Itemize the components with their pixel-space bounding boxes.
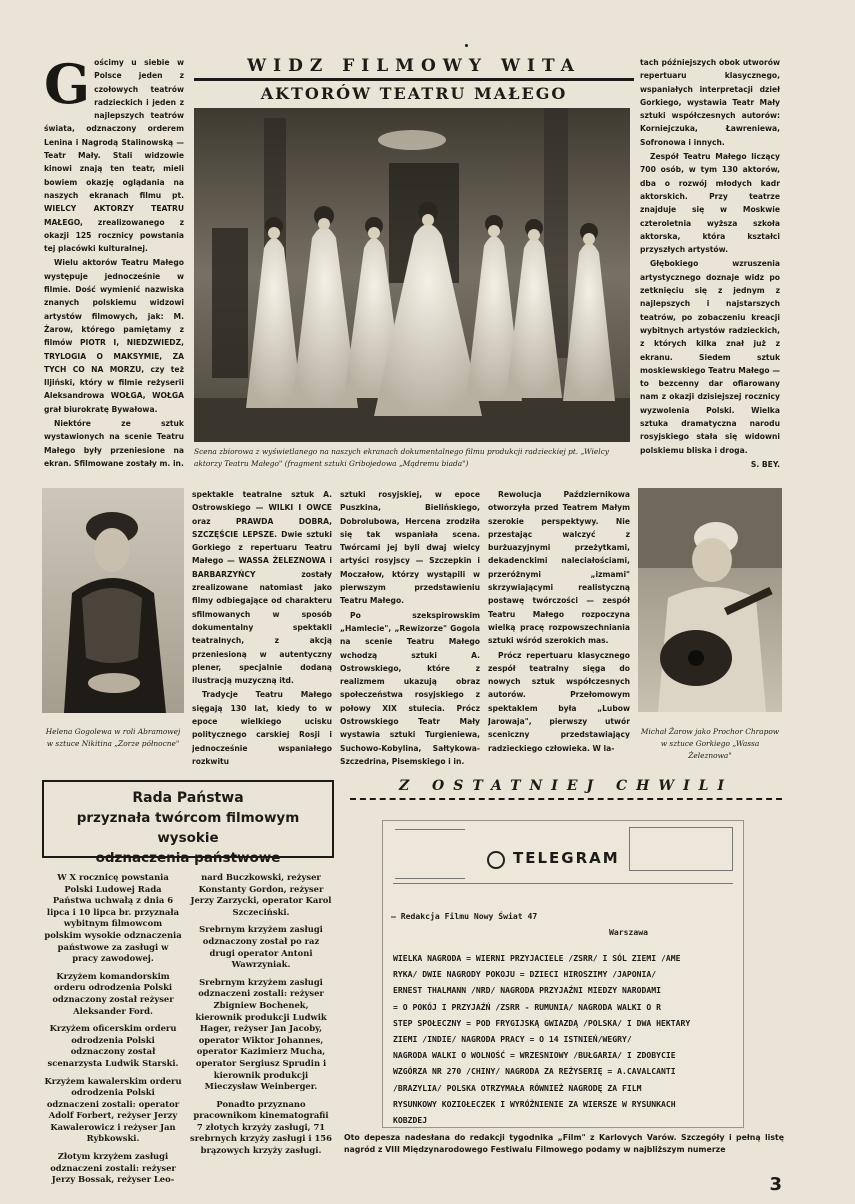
telegram-line-1: WIELKA NAGRODA = WIERNI PRZYJACIELE /ZSRR/ I SÓL ZIEMI /AME [393, 953, 681, 963]
mid3-paragraph-1: Rewolucja Październikowa otworzyła przed Teatrem Małym szerokie perspektywy. Nie przestając walczyć z burżuazyjnymi przeżytkami, dekadenckimi naleciałościami, przeróżnymi „izmami" skrzywiającymi realistyczną postawę twórczości — zespół Teatru Małego rozpoczyna wielką pracę rozpowszechniania sztuki wśród szerokich mas. [488, 490, 630, 646]
last-minute-rule [350, 798, 782, 800]
telegram-header-box-right [629, 827, 733, 871]
left-portrait-caption: Helena Gogolewa w roli Abramowej w sztuce Nikitina „Zorze północne" [45, 727, 181, 748]
mid1-paragraph-1: spektakle teatralne sztuk A. Ostrowskiego — WILKI I OWCE oraz PRAWDA DOBRA, SZCZĘŚCIE LEPSZE. Dwie sztuki Gorkiego z repertuaru Teatru Małego — WASSA ŻELEZNOWA i BARBARZYŃCY zostały zrealizowane natomiast jako filmy odbiegające od charakteru sfilmowanych w sposób dokumentalny spektakli teatralnych, z akcją przeniesioną w autentyczny plener, specjalnie dodaną ilustracją muzyczną itd. [192, 490, 332, 686]
mid2-paragraph-1: sztuki rosyjskiej, w epoce Puszkina, Bielińskiego, Dobrolubowa, Hercena zrodziła się tak wspaniała scena. Twórcami jej byli dwaj wielcy artyści rosyjscy — Szczepkin i Moczałow, którzy wystąpili w pierwszym przedstawieniu Teatru Małego. [340, 490, 480, 606]
awards-right-column [190, 872, 332, 1162]
right-portrait-photo [638, 488, 782, 712]
awards-right-1: nard Buczkowski, reżyser Konstanty Gordon, reżyser Jerzy Zarzycki, operator Karol Szczeciński. [190, 872, 332, 917]
telegram-message [393, 953, 739, 1126]
telegram-header-lines [395, 829, 465, 879]
main-photo-caption: Scena zbiorowa z wyświetlanego na naszych ekranach dokumentalnego filmu produkcji radzieckiej pt. „Wielcy aktorzy Teatru Małego" (fragment sztuki Gribojedowa „Mądremu biada") [194, 447, 609, 468]
last-minute-title: Z OSTATNIEJ CHWILI [398, 778, 734, 794]
awards-subtitle-2: odznaczenia państwowe [95, 850, 281, 866]
telegram-footer: Oto depesza nadesłana do redakcji tygodnika „Film" z Karlovych Varów. Szczegóły i pełną listę nagród z VIII Międzynarodowego Festiwalu Filmowego podamy w najbliższym numerze [344, 1133, 784, 1154]
mid-column-2 [340, 488, 480, 772]
headline-rule [194, 78, 634, 81]
mid3-paragraph-2: Prócz repertuaru klasycznego zespół teatralny sięga do nowych sztuk współczesnych autorów. Przełomowym spektaklem była „Lubow Jarowaja", pierwszy utwór sceniczny przedstawiający radzieckiego człowieka. W la- [488, 650, 630, 753]
telegram-line-11: KOBZDEJ [393, 1114, 428, 1125]
right-paragraph-3: Głębokiego wzruszenia artystycznego doznaje widz po zetknięciu się z jednym z najlepszych i najstarszych teatrów, po zobaczeniu kreacji wybitnych artystów radzieckich, z których kilka znał już z ekranu. Siedem sztuk moskiewskiego Teatru Małego — to bezcenny dar ofiarowany nam z okazji dzisiejszej rocznicy wyzwolenia Polski. Wielka sztuka dramatyczna narodu rosyjskiego stała się widowni polskiemu bliska i droga. [640, 259, 780, 455]
awards-title-box [42, 780, 334, 866]
telegram-line-7: NAGRODA WALKI O WOLNOŚĆ = WRZESNIOWY /BUŁGARIA/ I ZDOBYCIE [393, 1050, 676, 1061]
left-paragraph-3: Niektóre ze sztuk wystawionych na scenie Teatru Małego były przeniesione na ekran. Sfilmowane zostały m. in. [44, 419, 184, 468]
awards-left-5: Złotym krzyżem zasługi odznaczeni zostali: reżyser Jerzy Bossak, reżyser Leo- [50, 1151, 176, 1185]
awards-subtitle-1: przyznała twórcom filmowym wysokie [76, 810, 300, 846]
right-paragraph-1: tach późniejszych obok utworów repertuaru klasycznego, wspaniałych interpretacji dzieł Gorkiego, wystawia Teatr Mały sztuki współczesnych autorów: Korniejczuka, Ławreniewa, Sofronowa i innych. [640, 58, 780, 147]
main-photo [194, 108, 630, 442]
left-portrait-photo [42, 488, 184, 713]
right-portrait-caption: Michał Żarow jako Prochor Chrapow w sztuce Gorkiego „Wassa Żeleznowa" [640, 727, 780, 760]
awards-right-4: Ponadto przyznano pracownikom kinematografii 7 złotych krzyży zasługi, 71 srebrnych krzyży zasługi i 156 brązowych krzyży zasługi. [190, 1098, 332, 1156]
telegram-address: — Redakcja Filmu Nowy Świat 47 [391, 911, 538, 921]
left-paragraph-1: ościmy u siebie w Polsce jeden z czołowych teatrów radzieckich i jeden z najlepszych teatrów świata, odznaczony orderem Lenina i Nagrodą Stalinowską — Teatr Mały. Stali widzowie kinowi znają ten teatr, mieli bowiem okazję oglądania na naszych ekranach filmu pt. WIELCY AKTORZY TEATRU MAŁEGO, zrealizowanego z okazji 125 rocznicy powstania tej placówki kulturalnej. [44, 58, 184, 254]
telegram-line-3: ERNEST THALMANN /NRD/ NAGRODA PRZYJAŹNI MIEDZY NARODAMI [393, 985, 662, 996]
telegram-line-6: ZIEMI /INDIE/ NAGRODA PRACY = O 14 ISTNIEŃ/WEGRY/ [393, 1033, 632, 1044]
awards-left-3: Krzyżem oficerskim orderu odrodzenia Polski odznaczony został scenarzysta Ludwik Starski. [47, 1023, 179, 1068]
top-dot [465, 44, 468, 47]
mid1-paragraph-2: Tradycje Teatru Małego sięgają 130 lat, kiedy to w epoce wielkiego ucisku politycznego carskiej Rosji i jednocześnie wspaniałego rozkwitu [192, 690, 332, 766]
right-column [640, 56, 780, 472]
mid2-paragraph-2: Po szekspirowskim „Hamlecie", „Rewizorze" Gogola na scenie Teatru Małego wchodzą sztuki A. Ostrowskiego, które z realizmem ukazują obraz społeczeństwa rosyjskiego z połowy XIX stulecia. Prócz Ostrowskiego Teatr Mały wystawia sztuki Turgieniewa, Suchowo-Kobylina, Sałtykowa-Szczedrina, Pisemskiego i in. [340, 610, 480, 766]
headline-line-2: AKTORÓW TEATRU MAŁEGO [260, 84, 568, 103]
mid-column-1 [192, 488, 332, 772]
telegram-city: Warszawa [609, 927, 648, 937]
telegram-line-8: WZGÓRZA NR 270 /CHINY/ NAGRODA ZA REŻYSERIĘ = A.CAVALCANTI [393, 1066, 676, 1077]
headline-line-1: WIDZ FILMOWY WITA [247, 56, 581, 76]
awards-right-2: Srebrnym krzyżem zasługi odznaczony został po raz drugi operator Antoni Wawrzyniak. [199, 924, 323, 970]
telegram-line-2: RYKA/ DWIE NAGRODY POKOJU = DZIECI HIROSZIMY /JAPONIA/ [393, 969, 657, 980]
telegram-form [382, 820, 744, 1128]
awards-left-4: Krzyżem kawalerskim orderu odrodzenia Polski odznaczeni zostali: operator Adolf Forbert, reżyser Jerzy Kawalerowicz i reżyser Jan Rybkowski. [44, 1075, 182, 1144]
awards-left-2: Krzyżem komandorskim orderu odrodzenia Polski odznaczony został reżyser Aleksander Ford. [52, 970, 174, 1016]
telegram-line-5: STEP SPOŁECZNY = POD FRYGIJSKĄ GWIAZDĄ /POLSKA/ I DWA HEKTARY [393, 1017, 691, 1028]
awards-title: Rada Państwa [132, 790, 244, 806]
left-paragraph-2: Wielu aktorów Teatru Małego występuje jednocześnie w filmie. Dość wymienić nazwiska znanych polskiemu widzowi artystów filmowych, jak: M. Żarow, którego pamiętamy z filmów PIOTR I, NIEDZWIEDZ, TRYLOGIA O MAKSYMIE, ZA TYCH CO NA MORZU, czy też Iljiński, który w filmie reżyserii Aleksandrowa WOŁGA, WOŁGA grał biurokratę Bywałowa. [44, 258, 184, 414]
dropcap: G [44, 56, 91, 116]
page-number: 3 [769, 1174, 782, 1195]
telegram-line-9: /BRAZYLIA/ POLSKA OTRZYMAŁA RÓWNIEŻ NAGRODĘ ZA FILM [393, 1082, 642, 1093]
signature: S. BEY. [750, 459, 780, 469]
mid-column-3 [488, 488, 630, 772]
telegram-emblem-icon [487, 851, 505, 869]
awards-left-column [44, 872, 182, 1185]
awards-right-3: Srebrnym krzyżem zasługi odznaczeni zostali: reżyser Zbigniew Bochenek, kierownik produkcji Ludwik Hager, reżyser Jan Jacoby, operator Wiktor Johannes, operator Kazimierz Mucha, operator Sergiusz Sprudin i kierownik produkcji Mieczysław Weinberger. [195, 976, 327, 1092]
telegram-title: TELEGRAM [513, 849, 620, 867]
right-paragraph-2: Zespół Teatru Małego liczący 700 osób, w tym 130 aktorów, dba o rozwój młodych kadr aktorskich. Przy teatrze znajduje się w Moskwie czteroletnia wyższa szkoła aktorska, która kształci przyszłych artystów. [640, 152, 780, 255]
telegram-line-4: = O POKÓJ I PRZYJAŹŃ /ZSRR - RUMUNIA/ NAGRODA WALKI O R [393, 1001, 662, 1012]
stage-scene-illustration [194, 108, 630, 442]
actor-guitar-illustration [638, 488, 782, 712]
awards-left-1: W X rocznicę powstania Polski Ludowej Rada Państwa uchwałą z dnia 6 lipca i 10 lipca br. przyznała wybitnym filmowcom polskim wysokie odznaczenia państwowe za zasługi w pracy zawodowej. [44, 872, 182, 964]
telegram-header-rule [393, 883, 733, 884]
actress-portrait-illustration [42, 488, 184, 713]
left-column [44, 56, 184, 472]
telegram-line-10: RYSUNKOWY KOZIOŁECZEK I WYRÓŻNIENIE ZA WIERSZE W RYSUNKACH [393, 1098, 676, 1109]
